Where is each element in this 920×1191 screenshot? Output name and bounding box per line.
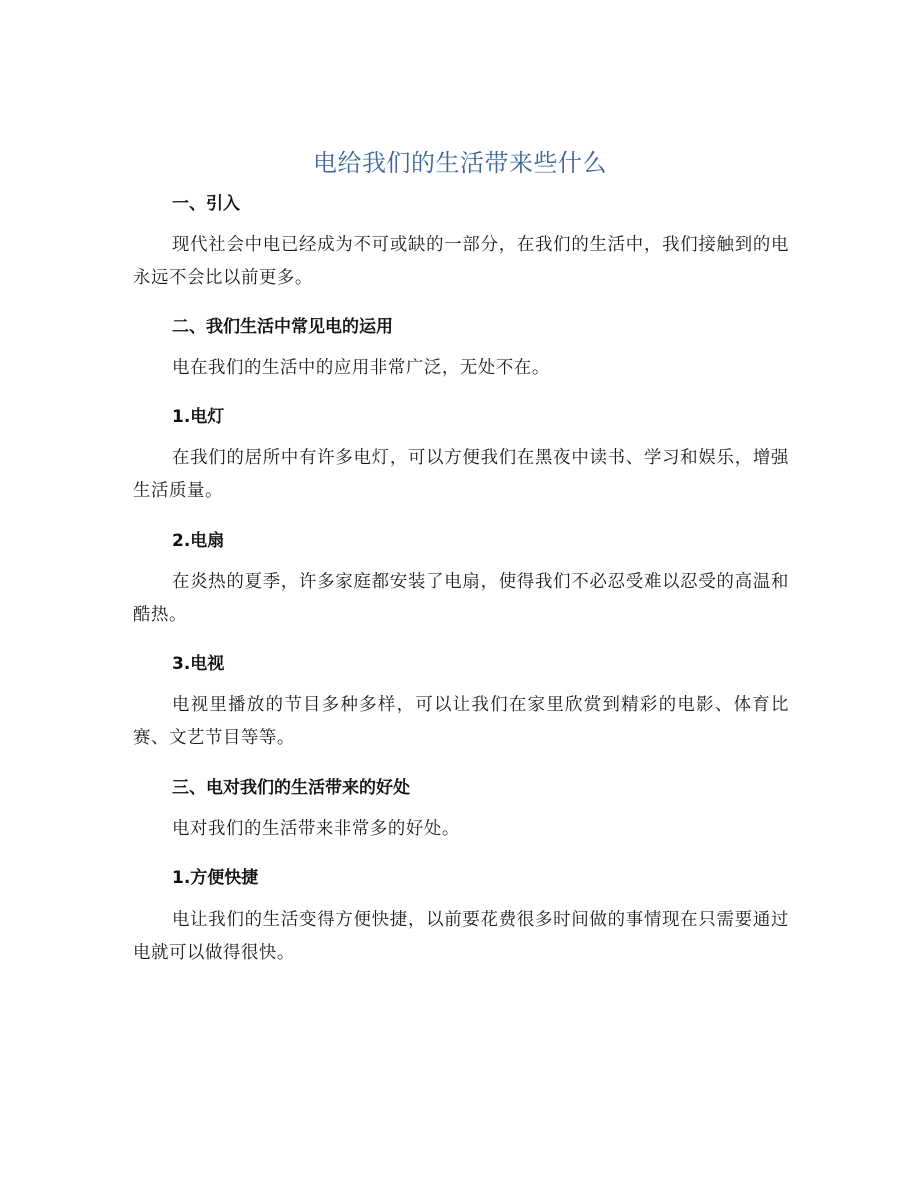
subheading-tv: 3.电视 — [172, 654, 225, 674]
paragraph-tv: 电视里播放的节目多种多样，可以让我们在家里欣赏到精彩的电影、体育比赛、文艺节目等等。 — [133, 695, 789, 748]
section-heading-intro: 一、引入 — [172, 194, 240, 214]
section-paragraph-intro: 现代社会中电已经成为不可或缺的一部分，在我们的生活中，我们接触到的电永远不会比以前更多。 — [133, 235, 789, 288]
paragraph-lamp: 在我们的居所中有许多电灯，可以方便我们在黑夜中读书、学习和娱乐，增强生活质量。 — [133, 448, 789, 501]
subheading-fan: 2.电扇 — [172, 531, 225, 551]
subheading-lamp: 1.电灯 — [172, 407, 225, 427]
document-title: 电给我们的生活带来些什么 — [313, 149, 607, 177]
paragraph-convenience: 电让我们的生活变得方便快捷，以前要花费很多时间做的事情现在只需要通过电就可以做得很快。 — [133, 910, 789, 963]
section-paragraph-benefits: 电对我们的生活带来非常多的好处。 — [172, 819, 460, 839]
section-paragraph-common-uses: 电在我们的生活中的应用非常广泛，无处不在。 — [172, 358, 550, 378]
section-heading-common-uses: 二、我们生活中常见电的运用 — [172, 317, 393, 337]
section-heading-benefits: 三、电对我们的生活带来的好处 — [172, 778, 410, 798]
subheading-convenience: 1.方便快捷 — [172, 868, 259, 888]
paragraph-fan: 在炎热的夏季，许多家庭都安装了电扇，使得我们不必忍受难以忍受的高温和酷热。 — [133, 572, 789, 625]
